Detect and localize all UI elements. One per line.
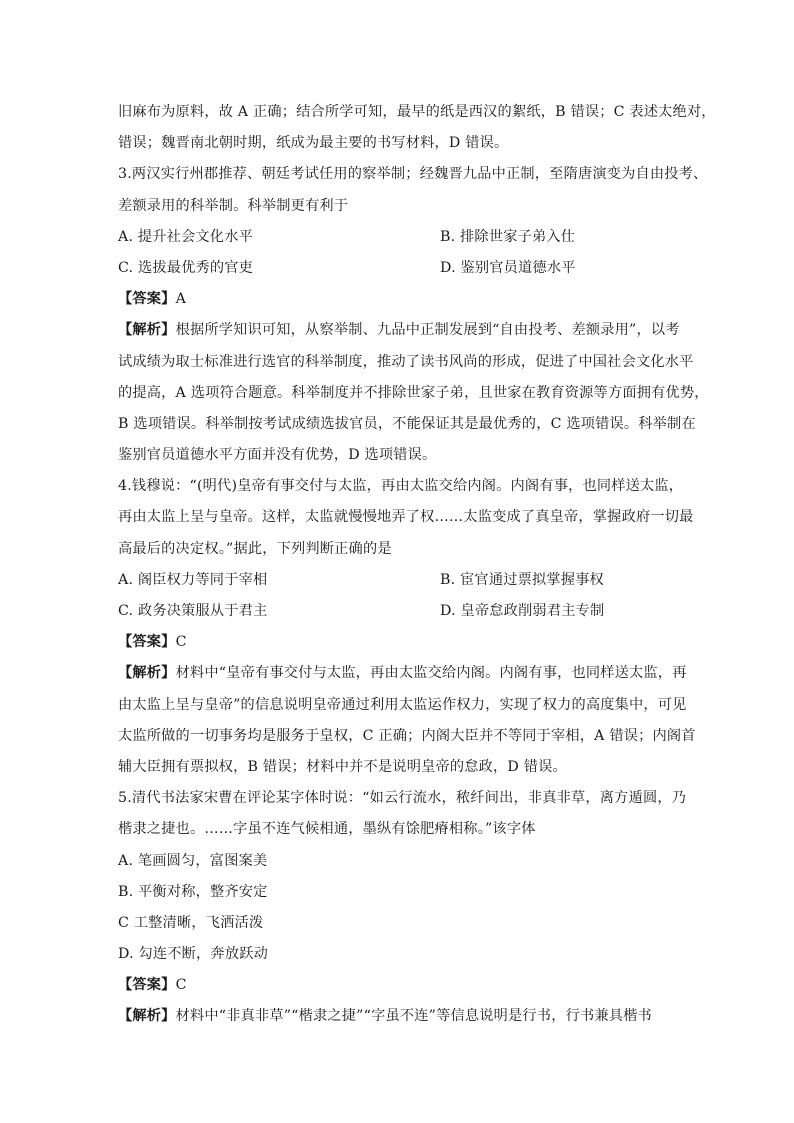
answer-label: 【答案】: [118, 634, 176, 651]
q3-analysis-line: B 选项错误。科举制按考试成绩选拔官员，不能保证其是最优秀的，C 选项错误。科举制在: [118, 415, 696, 432]
answer-label: 【答案】: [118, 291, 176, 308]
q4-options-row: [118, 596, 678, 627]
answer-value: C: [175, 977, 187, 994]
analysis-text: 材料中“非真非草”“楷隶之捷”“字虽不连”等信息说明是行书，行书兼具楷书: [175, 1008, 652, 1025]
q4-analysis-line: 由太监上呈与皇帝”的信息说明皇帝通过利用太监运作权力，实现了权力的高度集中，可见: [118, 696, 687, 713]
q5-analysis-line: [118, 1001, 678, 1032]
analysis-label: 【解析】: [118, 1008, 176, 1025]
q3-analysis-line: [118, 315, 678, 346]
q3-answer: [118, 284, 678, 315]
q3-option-c: C. 选拔最优秀的官吏: [118, 259, 254, 276]
q3-analysis-line: 鉴别官员道德水平方面并没有优势，D 选项错误。: [118, 447, 437, 464]
q3-option-a: A. 提升社会文化水平: [118, 228, 253, 245]
intro-line: 错误；魏晋南北朝时期，纸成为最主要的书写材料，D 错误。: [118, 135, 509, 152]
answer-value: C: [175, 634, 187, 651]
q4-stem-line: 高最后的决定权。”据此，下列判断正确的是: [118, 540, 392, 557]
q3-options-row: [118, 253, 678, 284]
q4-stem-line: 4.钱穆说：“(明代)皇帝有事交付与太监，再由太监交给内阁。内阁有事，也同样送太监，: [118, 478, 684, 495]
q3-analysis-line: 试成绩为取士标准进行选官的科举制度，推动了读书风尚的形成，促进了中国社会文化水平: [118, 353, 694, 370]
q3-options-row: [118, 222, 678, 253]
q4-options-row: [118, 565, 678, 596]
q4-option-a: A. 阁臣权力等同于宰相: [118, 571, 268, 588]
q4-analysis-line: [118, 658, 687, 689]
document-page: [118, 97, 716, 1033]
q4-option-d: D. 皇帝怠政削弱君主专制: [440, 603, 605, 619]
q5-option-b: B. 平衡对称，整齐安定: [118, 883, 268, 900]
q5-stem-line: 5.清代书法家宋曹在评论某字体时说：“如云行流水，秾纤间出，非真非草，离方遁圆，乃: [118, 790, 687, 807]
q5-option-c: C 工整清晰，飞洒活泼: [118, 914, 264, 931]
q5-option-a: A. 笔画圆匀，富图案美: [118, 852, 268, 869]
answer-label: 【答案】: [118, 977, 176, 994]
q4-option-c: C. 政务决策服从于君主: [118, 603, 268, 619]
q5-option-d: D. 勾连不断，奔放跃动: [118, 946, 268, 963]
q3-stem-line: 3.两汉实行州郡推荐、朝廷考试任用的察举制；经魏晋九品中正制，至隋唐演变为自由投考、: [118, 166, 708, 183]
q4-stem-line: 再由太监上呈与皇帝。这样，太监就慢慢地弄了权……太监变成了真皇帝，掌握政府一切最: [118, 509, 694, 526]
q3-analysis-line: 的提高，A 选项符合题意。科举制度并不排除世家子弟，且世家在教育资源等方面拥有优势，: [118, 384, 709, 401]
q3-stem-line: 差额录用的科举制。科举制更有利于: [118, 197, 349, 214]
q4-option-b: B. 宦官通过票拟掌握事权: [440, 571, 604, 588]
q4-answer: [118, 627, 678, 658]
q4-analysis-line: 辅大臣拥有票拟权，B 错误；材料中并不是说明皇帝的怠政，D 错误。: [118, 758, 567, 775]
answer-value: A: [175, 291, 187, 308]
q5-answer: [118, 970, 678, 1001]
analysis-label: 【解析】: [118, 665, 176, 682]
q5-stem-line: 楷隶之捷也。……字虽不连气候相通，墨纵有馀肥瘠相称。”该字体: [118, 821, 536, 838]
q3-option-d: D. 鉴别官员道德水平: [440, 259, 576, 276]
q4-analysis-line: 太监所做的一切事务均是服务于皇权，C 正确；内阁大臣并不等同于宰相，A 错误；内阁首: [118, 727, 696, 744]
analysis-label: 【解析】: [118, 322, 176, 339]
analysis-text: 材料中“皇帝有事交付与太监，再由太监交给内阁。内阁有事，也同样送太监，再: [175, 665, 687, 682]
q3-option-b: B. 排除世家子弟入仕: [440, 228, 576, 245]
intro-line: 旧麻布为原料，故 A 正确；结合所学可知，最早的纸是西汉的絮纸，B 错误；C 表述太绝对，: [118, 104, 716, 120]
analysis-text: 根据所学知识可知，从察举制、九品中正制发展到“自由投考、差额录用”，以考: [175, 322, 680, 339]
